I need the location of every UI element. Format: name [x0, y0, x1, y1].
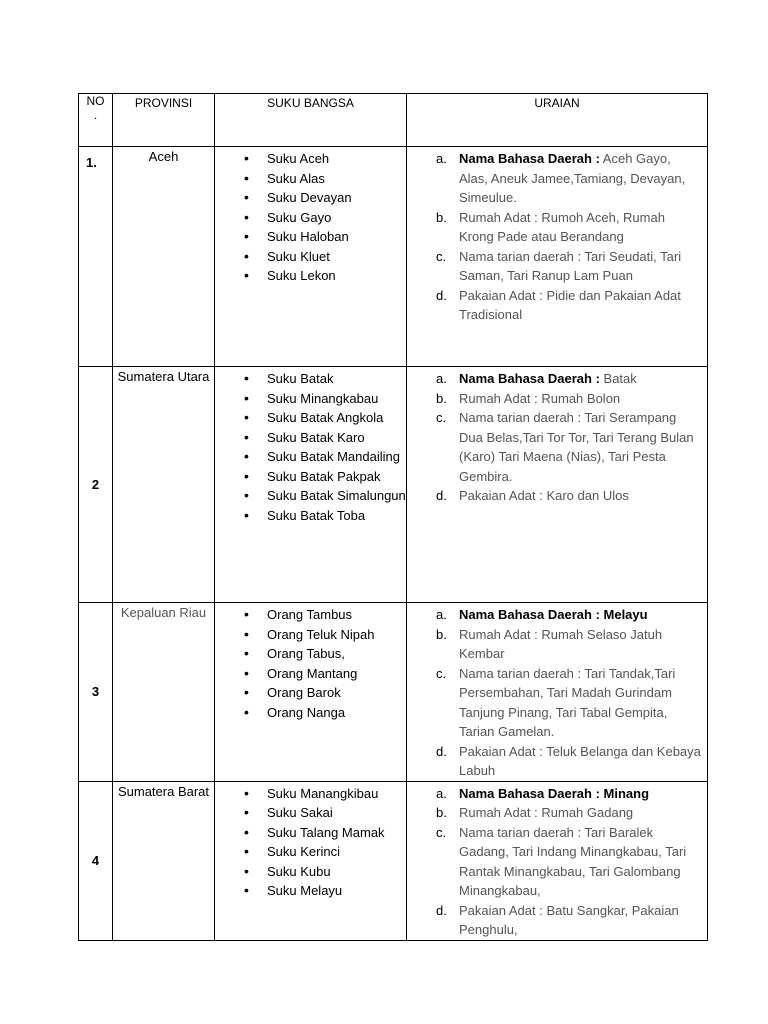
- header-no: [79, 94, 113, 147]
- uraian-letter: a.: [436, 151, 447, 166]
- suku-item: • Orang Barok: [267, 683, 406, 703]
- row-number: 4: [79, 781, 113, 940]
- suku-item: • Suku Batak Mandailing: [267, 447, 406, 467]
- uraian-letter: a.: [436, 371, 447, 386]
- uraian-letter: d.: [436, 743, 447, 759]
- uraian-text: Nama tarian daerah : Tari Tandak,Tari Persembahan, Tari Madah Gurindam Tanjung Pinang, Tari Tabal Gempita, Tarian Gamelan.: [459, 665, 676, 739]
- uraian-text: Aceh Gayo, Alas, Aneuk Jamee,Tamiang, Devayan, Simeulue.: [459, 151, 686, 205]
- suku-item: • Suku Batak Karo: [267, 428, 406, 448]
- uraian-letter: d.: [436, 488, 447, 503]
- uraian-list: [407, 605, 707, 781]
- suku-item: • Orang Nanga: [267, 703, 406, 723]
- province-table: [78, 93, 708, 941]
- uraian-letter: c.: [436, 248, 447, 264]
- uraian-label: Nama Bahasa Daerah :: [459, 371, 600, 386]
- suku-list: [215, 149, 406, 286]
- suku-item: • Suku Batak Pakpak: [267, 467, 406, 487]
- uraian-letter: d.: [436, 287, 447, 303]
- suku-cell: [215, 781, 407, 940]
- uraian-letter: d.: [436, 902, 447, 918]
- suku-item: • Suku Talang Mamak: [267, 823, 406, 843]
- province-name: Aceh: [113, 147, 215, 367]
- uraian-item: [436, 369, 701, 389]
- uraian-text: Rumah Adat : Rumoh Aceh, Rumah Krong Pade atau Berandang: [459, 209, 665, 244]
- uraian-item: [436, 208, 701, 247]
- suku-item: • Suku Batak: [267, 369, 406, 389]
- uraian-letter: b.: [436, 805, 447, 820]
- suku-item: • Orang Tambus: [267, 605, 406, 625]
- suku-item: • Suku Aceh: [267, 149, 406, 169]
- uraian-letter: c.: [436, 410, 447, 425]
- uraian-cell: [407, 147, 708, 367]
- suku-item: • Suku Lekon: [267, 266, 406, 286]
- uraian-text: Rumah Adat : Rumah Bolon: [459, 390, 621, 406]
- uraian-item: [436, 389, 701, 409]
- header-provinsi: PROVINSI: [113, 94, 215, 147]
- uraian-item: [436, 784, 701, 804]
- row-number: 2: [79, 367, 113, 603]
- uraian-list: [407, 149, 707, 325]
- suku-item: • Suku Minangkabau: [267, 389, 406, 409]
- uraian-text: Pakaian Adat : Batu Sangkar, Pakaian Penghulu,: [459, 902, 679, 937]
- table-row: [79, 367, 708, 603]
- suku-item: • Suku Kubu: [267, 862, 406, 882]
- uraian-text: Batak: [599, 371, 637, 386]
- uraian-text: Pakaian Adat : Teluk Belanga dan Kebaya Labuh: [459, 743, 701, 778]
- province-name: Sumatera Barat: [113, 781, 215, 940]
- uraian-label: Nama Bahasa Daerah : Melayu: [459, 607, 648, 622]
- uraian-text: Rumah Adat : Rumah Gadang: [459, 805, 634, 820]
- row-number: 1.: [79, 147, 113, 367]
- suku-item: • Suku Sakai: [267, 803, 406, 823]
- uraian-label: Nama Bahasa Daerah :: [459, 151, 600, 166]
- uraian-letter: b.: [436, 626, 447, 642]
- uraian-item: [436, 247, 701, 286]
- suku-item: • Orang Teluk Nipah: [267, 625, 406, 645]
- suku-item: • Suku Kluet: [267, 247, 406, 267]
- suku-list: [215, 784, 406, 901]
- uraian-letter: a.: [436, 785, 447, 801]
- suku-item: • Suku Haloban: [267, 227, 406, 247]
- uraian-text: Nama tarian daerah : Tari Baralek Gadang, Tari Indang Minangkabau, Tari Rantak Minangkabau, Tari Galombang Minangkabau,: [459, 824, 687, 898]
- suku-item: • Suku Devayan: [267, 188, 406, 208]
- uraian-text: Pakaian Adat : Pidie dan Pakaian Adat Tradisional: [459, 287, 681, 322]
- uraian-item: [436, 486, 701, 506]
- uraian-item: [436, 742, 701, 781]
- suku-item: • Suku Batak Simalungun: [267, 486, 406, 506]
- uraian-item: [436, 823, 701, 901]
- uraian-cell: [407, 781, 708, 940]
- table-row: [79, 603, 708, 782]
- uraian-item: [436, 803, 701, 823]
- uraian-letter: a.: [436, 607, 447, 622]
- uraian-item: [436, 149, 701, 208]
- header-no-label: NO: [86, 94, 105, 108]
- suku-item: • Suku Manangkibau: [267, 784, 406, 804]
- uraian-item: [436, 664, 701, 742]
- uraian-label: Nama Bahasa Daerah : Minang: [459, 785, 650, 801]
- header-suku-bangsa: SUKU BANGSA: [215, 94, 407, 147]
- uraian-text: Nama tarian daerah : Tari Seudati, Tari Saman, Tari Ranup Lam Puan: [459, 248, 682, 283]
- table-header-row: [79, 94, 708, 147]
- uraian-letter: b.: [436, 209, 447, 225]
- suku-cell: [215, 367, 407, 603]
- uraian-text: Rumah Adat : Rumah Selaso Jatuh Kembar: [459, 626, 663, 661]
- uraian-list: [407, 369, 707, 506]
- suku-item: • Suku Gayo: [267, 208, 406, 228]
- suku-item: • Orang Tabus,: [267, 644, 406, 664]
- suku-item: • Suku Alas: [267, 169, 406, 189]
- suku-item: • Orang Mantang: [267, 664, 406, 684]
- uraian-cell: [407, 603, 708, 782]
- uraian-item: [436, 408, 701, 486]
- table-row: [79, 781, 708, 940]
- suku-item: • Suku Kerinci: [267, 842, 406, 862]
- suku-item: • Suku Batak Toba: [267, 506, 406, 526]
- uraian-letter: c.: [436, 665, 447, 681]
- uraian-text: Pakaian Adat : Karo dan Ulos: [459, 488, 629, 503]
- province-name: Sumatera Utara: [113, 367, 215, 603]
- uraian-list: [407, 784, 707, 940]
- suku-list: [215, 369, 406, 525]
- header-uraian: URAIAN: [407, 94, 708, 147]
- uraian-letter: b.: [436, 390, 447, 406]
- uraian-letter: c.: [436, 824, 447, 840]
- suku-item: • Suku Batak Angkola: [267, 408, 406, 428]
- suku-list: [215, 605, 406, 722]
- suku-item: • Suku Melayu: [267, 881, 406, 901]
- uraian-text: Nama tarian daerah : Tari Serampang Dua Belas,Tari Tor Tor, Tari Terang Bulan (Karo) Tari Maena (Nias), Tari Pesta Gembira.: [459, 410, 694, 484]
- uraian-cell: [407, 367, 708, 603]
- row-number: 3: [79, 603, 113, 782]
- uraian-item: [436, 901, 701, 940]
- uraian-item: [436, 605, 701, 625]
- province-name: Kepaluan Riau: [113, 603, 215, 782]
- suku-cell: [215, 147, 407, 367]
- table-row: [79, 147, 708, 367]
- suku-cell: [215, 603, 407, 782]
- uraian-item: [436, 286, 701, 325]
- header-no-dot: .: [93, 108, 98, 122]
- uraian-item: [436, 625, 701, 664]
